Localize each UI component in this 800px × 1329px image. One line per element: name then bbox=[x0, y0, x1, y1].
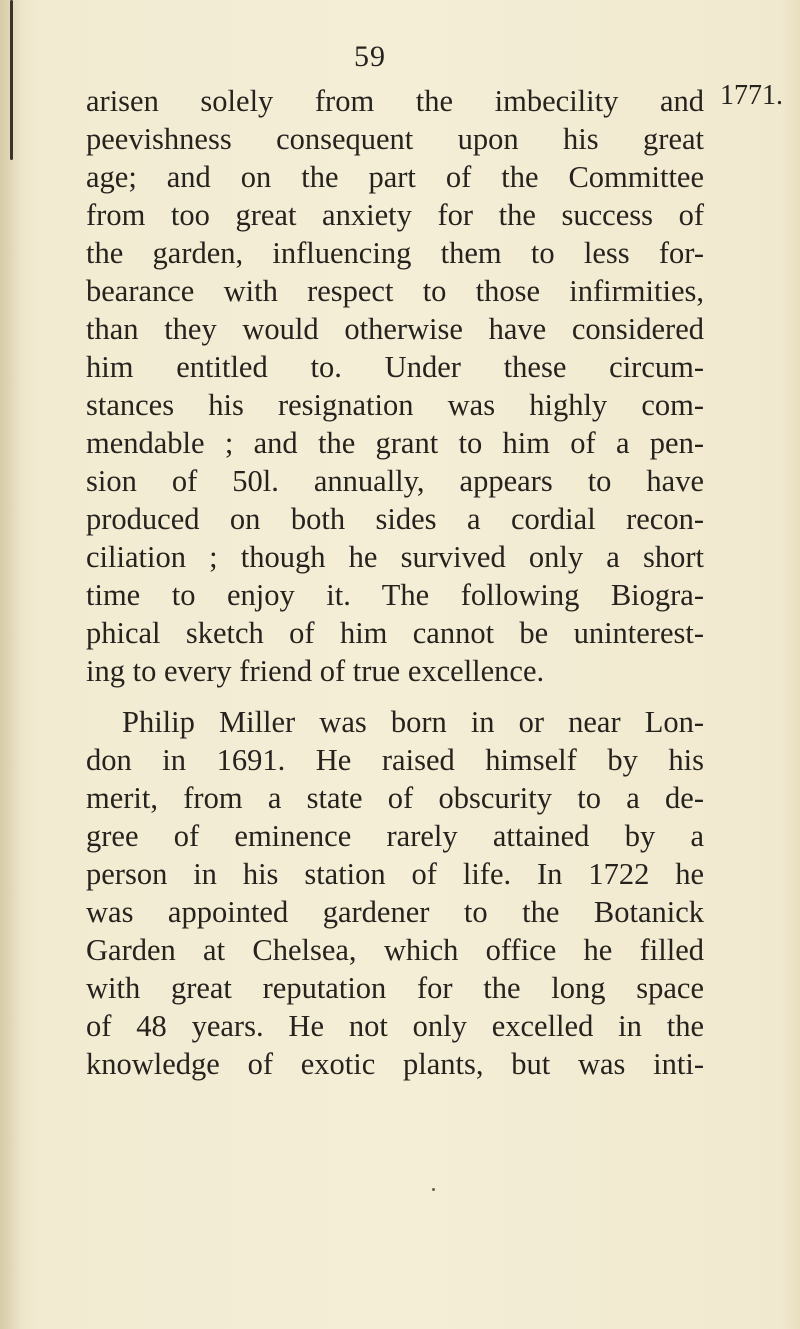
text-line: merit, from a state of obscurity to a de- bbox=[86, 781, 704, 815]
text-line: with great reputation for the long space bbox=[86, 971, 704, 1005]
text-line: produced on both sides a cordial recon- bbox=[86, 502, 704, 536]
gutter-shadow bbox=[0, 0, 22, 1329]
text-line: gree of eminence rarely attained by a bbox=[86, 819, 704, 853]
text-line: from too great anxiety for the success of bbox=[86, 198, 704, 232]
text-line: sion of 50l. annually, appears to have bbox=[86, 464, 704, 498]
text-line: person in his station of life. In 1722 he bbox=[86, 857, 704, 891]
text-line: peevishness consequent upon his great bbox=[86, 122, 704, 156]
text-line: him entitled to. Under these circum- bbox=[86, 350, 704, 384]
page-number: 59 bbox=[354, 40, 386, 73]
text-line: Garden at Chelsea, which office he filled bbox=[86, 933, 704, 967]
paper-speck bbox=[432, 1188, 435, 1191]
text-line: phical sketch of him cannot be uninterest- bbox=[86, 616, 704, 650]
text-line: ing to every friend of true excellence. bbox=[86, 654, 545, 688]
binding-edge bbox=[10, 0, 13, 160]
text-line: Philip Miller was born in or near Lon- bbox=[122, 705, 704, 739]
text-line: knowledge of exotic plants, but was inti- bbox=[86, 1047, 704, 1081]
text-line: time to enjoy it. The following Biogra- bbox=[86, 578, 704, 612]
text-line: stances his resignation was highly com- bbox=[86, 388, 704, 422]
text-line: of 48 years. He not only excelled in the bbox=[86, 1009, 704, 1043]
text-line: than they would otherwise have considered bbox=[86, 312, 704, 346]
text-line: was appointed gardener to the Botanick bbox=[86, 895, 704, 929]
text-line: mendable ; and the grant to him of a pen- bbox=[86, 426, 704, 460]
paragraph-2 bbox=[86, 703, 704, 1083]
text-line: age; and on the part of the Committee bbox=[86, 160, 704, 194]
text-line: the garden, influencing them to less for- bbox=[86, 236, 704, 270]
text-line: bearance with respect to those infirmities, bbox=[86, 274, 704, 308]
text-line: don in 1691. He raised himself by his bbox=[86, 743, 704, 777]
paragraph-1 bbox=[86, 82, 704, 690]
text-line: ciliation ; though he survived only a short bbox=[86, 540, 704, 574]
text-line: arisen solely from the imbecility and bbox=[86, 84, 704, 118]
margin-year-note: 1771. bbox=[720, 80, 783, 111]
